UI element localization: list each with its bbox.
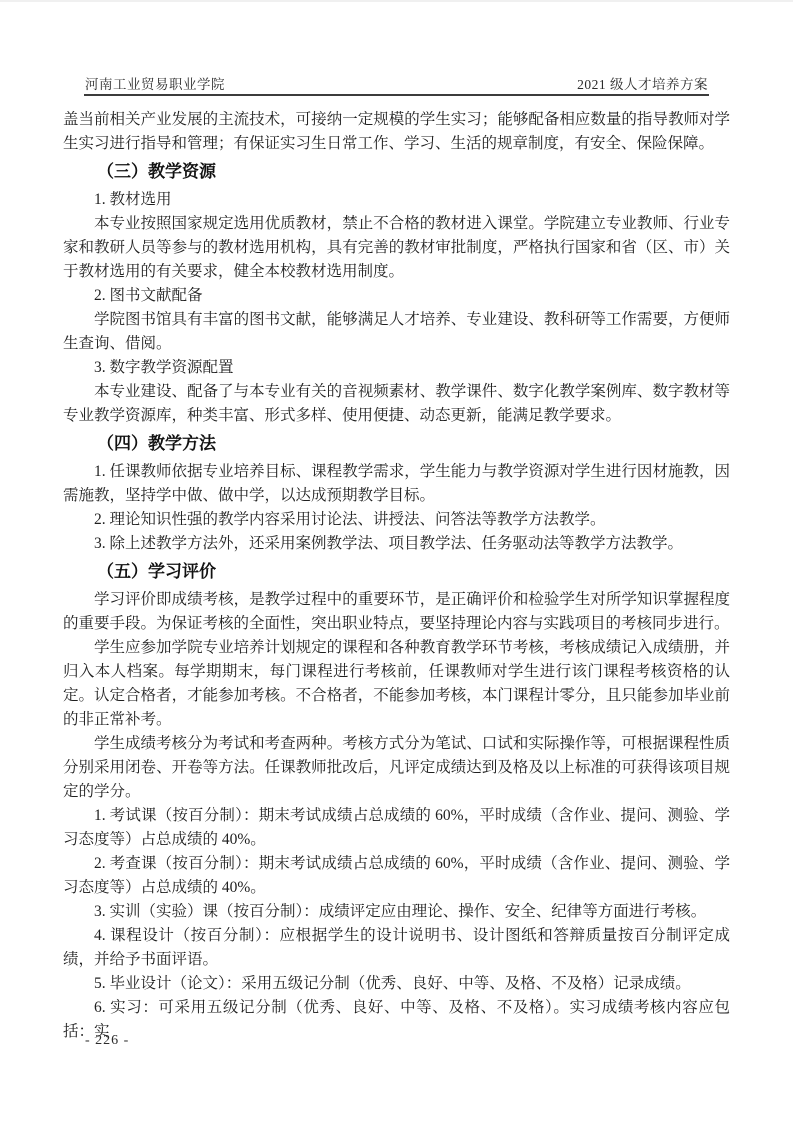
school-name: 河南工业贸易职业学院: [85, 77, 225, 92]
paragraph: 3. 实训（实验）课（按百分制）：成绩评定应由理论、操作、安全、纪律等方面进行考核。: [94, 903, 707, 920]
header-rule: [84, 94, 709, 96]
page-number: - 226 -: [85, 1033, 130, 1048]
paragraph: 1. 教材选用: [94, 191, 172, 208]
paragraph: 5. 毕业设计（论文）：采用五级记分制（优秀、良好、中等、及格、不及格）记录成绩。: [94, 975, 691, 992]
paragraph: 2. 图书文献配备: [94, 287, 203, 304]
paragraph: 1. 考试课（按百分制）：期末考试成绩占总成绩的 60%，平时成绩（含作业、提问、测验、学习态度等）占总成绩的 40%。: [63, 807, 730, 848]
paragraph: 3. 数字教学资源配置: [94, 359, 234, 376]
paragraph: 3. 除上述教学方法外，还采用案例教学法、项目教学法、任务驱动法等教学方法教学。: [94, 535, 684, 552]
paragraph: 本专业建设、配备了与本专业有关的音视频素材、教学课件、数字化教学案例库、数字教材等专业教学资源库，种类丰富、形式多样、使用便捷、动态更新，能满足教学要求。: [63, 383, 730, 424]
page-header: [85, 73, 708, 93]
paragraph: 学习评价即成绩考核，是教学过程中的重要环节，是正确评价和检验学生对所学知识掌握程度的重要手段。为保证考核的全面性，突出职业特点，要坚持理论内容与实践项目的考核同步进行。: [63, 591, 730, 632]
section-heading: （五）学习评价: [97, 562, 216, 581]
section-heading: （四）教学方法: [97, 434, 216, 453]
section-heading: （三）教学资源: [97, 162, 216, 181]
paragraph: 学院图书馆具有丰富的图书文献，能够满足人才培养、专业建设、教科研等工作需要，方便师生查询、借阅。: [63, 311, 730, 352]
paragraph: 本专业按照国家规定选用优质教材，禁止不合格的教材进入课堂。学院建立专业教师、行业专家和教研人员等参与的教材选用机构，具有完善的教材审批制度，严格执行国家和省（区、市）关于教材选用的有关要求，健全本校教材选用制度。: [63, 215, 730, 280]
paragraph: 6. 实习：可采用五级记分制（优秀、良好、中等、及格、不及格）。实习成绩考核内容应包括：实: [63, 999, 730, 1040]
paragraph: 2. 理论知识性强的教学内容采用讨论法、讲授法、问答法等教学方法教学。: [94, 511, 606, 528]
document-body: [63, 108, 730, 1044]
paragraph: 盖当前相关产业发展的主流技术，可接纳一定规模的学生实习；能够配备相应数量的指导教师对学生实习进行指导和管理；有保证实习生日常工作、学习、生活的规章制度，有安全、保险保障。: [63, 111, 730, 152]
paragraph: 学生成绩考核分为考试和考查两种。考核方式分为笔试、口试和实际操作等，可根据课程性质分别采用闭卷、开卷等方法。任课教师批改后，凡评定成绩达到及格及以上标准的可获得该项目规定的学分。: [63, 735, 730, 800]
paragraph: 2. 考查课（按百分制）：期末考试成绩占总成绩的 60%，平时成绩（含作业、提问、测验、学习态度等）占总成绩的 40%。: [63, 855, 730, 896]
page-footer: [85, 1033, 129, 1049]
plan-title: 2021 级人才培养方案: [577, 77, 708, 92]
paragraph: 1. 任课教师依据专业培养目标、课程教学需求，学生能力与教学资源对学生进行因材施教，因需施教，坚持学中做、做中学，以达成预期教学目标。: [63, 463, 730, 504]
paragraph: 4. 课程设计（按百分制）：应根据学生的设计说明书、设计图纸和答辩质量按百分制评定成绩，并给予书面评语。: [63, 927, 730, 968]
paragraph: 学生应参加学院专业培养计划规定的课程和各种教育教学环节考核，考核成绩记入成绩册，并归入本人档案。每学期期末，每门课程进行考核前，任课教师对学生进行该门课程考核资格的认定。认定合格者，才能参加考核。不合格者，不能参加考核，本门课程计零分，且只能参加毕业前的非正常补考。: [63, 639, 730, 728]
